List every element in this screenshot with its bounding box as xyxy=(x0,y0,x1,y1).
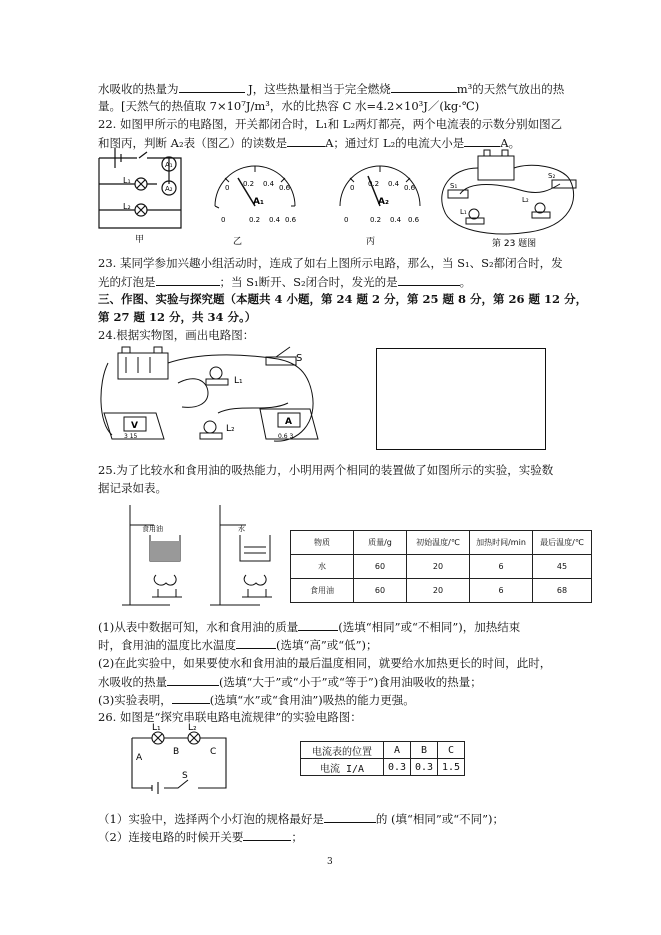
dial-label: A₂ xyxy=(378,197,389,207)
lamp-l2-label: L₂ xyxy=(123,202,131,211)
q23-line2: 光的灯泡是 ；当 S₁断开、S₂闭合时，发光的是 。 xyxy=(98,275,472,289)
section3-heading-cont: 第 27 题 12 分，共 34 分。） xyxy=(98,310,257,324)
tick-label: 0.2 xyxy=(368,180,380,188)
table-cell: 68 xyxy=(533,579,592,603)
tick-label: 0.6 xyxy=(279,184,291,192)
table-cell: 45 xyxy=(533,555,592,579)
ammeter-label: A xyxy=(285,417,292,427)
figure-bing-caption: 丙 xyxy=(366,237,376,247)
q25-part3: (3)实验表明， (选填“水”或“食用油”)吸热的能力更强。 xyxy=(98,693,415,707)
answer-blank[interactable] xyxy=(324,810,376,823)
ammeter-a2-label: A₂ xyxy=(165,185,173,193)
q26-prompt: 26. 如图是“探究串联电路电流规律”的实验电路图： xyxy=(98,710,362,724)
q25-line1: 25.为了比较水和食用油的吸热能力，小明用两个相同的装置做了如图所示的实验，实验数 xyxy=(98,463,554,477)
table-cell: A xyxy=(384,742,411,759)
table-row xyxy=(291,579,592,603)
point-c-label: C xyxy=(210,747,217,757)
answer-blank[interactable] xyxy=(243,828,291,841)
figure-26-circuit xyxy=(126,723,236,798)
tick-label: 0.6 xyxy=(404,184,416,192)
voltmeter-label: V xyxy=(131,421,138,431)
figure-23-circuit xyxy=(430,150,590,250)
table-row xyxy=(301,742,465,759)
table-cell: 食用油 xyxy=(291,579,354,603)
q21-line1: 水吸收的热量为 J，这些热量相当于完全燃烧 m³的天然气放出的热 xyxy=(98,82,565,96)
figure-24-circuit xyxy=(98,343,328,453)
tick-label: 0 xyxy=(221,216,226,224)
table-cell: 6 xyxy=(470,555,533,579)
tick-label: 0.4 xyxy=(269,216,281,224)
section3-heading: 三、作图、实验与探究题（本题共 4 小题，第 24 题 2 分，第 25 题 8 分，第 26 题 12 分， xyxy=(98,292,588,306)
tick-label: 0.4 xyxy=(390,216,402,224)
switch-s1-label: S₁ xyxy=(450,182,458,190)
table-cell: B xyxy=(411,742,438,759)
tick-label: 0 xyxy=(225,184,230,192)
lamp-l1-label: L₁ xyxy=(234,376,243,386)
q26-part2: （2）连接电路的时候开关要 ； xyxy=(98,830,303,844)
tick-label: 0.6 xyxy=(408,216,420,224)
table-cell: 1.5 xyxy=(438,759,465,776)
figure-yi-caption: 乙 xyxy=(233,237,243,247)
point-b-label: B xyxy=(173,747,180,757)
q22-line1: 22. 如图甲所示的电路图，开关都闭合时，L₁和 L₂两灯都亮，两个电流表的示数分别如图乙 xyxy=(98,117,563,131)
lamp-l2-label: L₂ xyxy=(522,196,529,204)
voltmeter-terminals: 3 15 xyxy=(124,433,138,440)
lamp-l2-label: L₂ xyxy=(188,723,197,733)
ammeter-a1-label: A₁ xyxy=(165,161,173,169)
oil-beaker-label: 食用油 xyxy=(142,525,163,533)
table-cell: 电流 I/A xyxy=(301,759,384,776)
q25-line2: 据记录如表。 xyxy=(98,481,167,495)
table-header-cell: 物质 xyxy=(291,531,354,555)
tick-label: 0.2 xyxy=(243,180,255,188)
figure-22-circuit xyxy=(95,150,185,245)
answer-blank[interactable] xyxy=(156,273,220,286)
page-number: 3 xyxy=(327,857,333,867)
answer-blank[interactable] xyxy=(298,618,338,631)
answer-blank[interactable] xyxy=(167,673,219,686)
tick-label: 0.2 xyxy=(249,216,261,224)
switch-s2-label: S₂ xyxy=(548,172,556,180)
table-cell: 0.3 xyxy=(384,759,411,776)
data-table-26 xyxy=(300,741,465,776)
table-cell: 水 xyxy=(291,555,354,579)
lamp-l2-label: L₂ xyxy=(226,424,235,434)
q23-line1: 23. 某同学参加兴趣小组活动时，连成了如右上图所示电路，那么，当 S₁、S₂都闭合时，发 xyxy=(98,256,563,270)
table-header-cell: 初始温度/℃ xyxy=(407,531,470,555)
table-header-cell: 最后温度/℃ xyxy=(533,531,592,555)
q25-part2-cont: 水吸收的热量 (选填“大于”或“小于”或“等于”)食用油吸收的热量； xyxy=(98,675,482,689)
tick-label: 0.2 xyxy=(370,216,382,224)
table-header-cell: 加热时间/min xyxy=(470,531,533,555)
table-cell: 0.3 xyxy=(411,759,438,776)
table-cell: 20 xyxy=(407,555,470,579)
figure-jia-caption: 甲 xyxy=(135,235,145,245)
switch-s-label: S xyxy=(296,353,303,364)
ammeter-dial-yi xyxy=(205,166,305,246)
tick-label: 0 xyxy=(350,184,355,192)
data-table-25 xyxy=(290,530,592,603)
ammeter-dial-bing xyxy=(330,166,430,246)
tick-label: 0.4 xyxy=(263,180,275,188)
q21-line2: 量。[天然气的热值取 7×10⁷J/m³，水的比热容 C 水=4.2×10³J／(kg·℃) xyxy=(98,99,480,113)
table-cell: 60 xyxy=(354,555,407,579)
table-header-cell: 质量/g xyxy=(354,531,407,555)
water-beaker-label: 水 xyxy=(238,525,245,533)
q24-prompt: 24.根据实物图，画出电路图： xyxy=(98,328,255,342)
q22-line2: 和图丙，判断 A₂表（图乙）的读数是 A；通过灯 L₂的电流大小是 A。 xyxy=(98,136,521,150)
table-header-row xyxy=(291,531,592,555)
answer-blank[interactable] xyxy=(236,636,276,649)
figure-25-apparatus xyxy=(110,505,280,615)
q26-part1: （1）实验中，选择两个小灯泡的规格最好是 的 (填“相同”或“不同”)； xyxy=(98,812,504,826)
figure-23-caption: 第 23 题图 xyxy=(492,239,537,249)
lamp-l1-label: L₁ xyxy=(460,208,467,216)
table-cell: 电流表的位置 xyxy=(301,742,384,759)
answer-blank[interactable] xyxy=(179,80,245,93)
tick-label: 0 xyxy=(344,216,349,224)
drawing-answer-box[interactable] xyxy=(376,348,546,450)
lamp-l1-label: L₁ xyxy=(123,176,131,185)
answer-blank[interactable] xyxy=(464,134,500,147)
q25-part1-cont: 时，食用油的温度比水温度 (选填“高”或“低”)； xyxy=(98,638,378,652)
dial-label: A₁ xyxy=(253,197,264,207)
table-row xyxy=(291,555,592,579)
tick-label: 0.4 xyxy=(388,180,400,188)
answer-blank[interactable] xyxy=(287,134,325,147)
table-row xyxy=(301,759,465,776)
table-cell: 20 xyxy=(407,579,470,603)
table-cell: 60 xyxy=(354,579,407,603)
answer-blank[interactable] xyxy=(398,273,460,286)
ammeter-terminals: 0.6 3 xyxy=(278,433,294,440)
q25-part1: (1)从表中数据可知，水和食用油的质量 (选填“相同”或“不相同”)，加热结束 xyxy=(98,620,521,634)
switch-s-label: S xyxy=(182,771,188,781)
table-cell: 6 xyxy=(470,579,533,603)
answer-blank[interactable] xyxy=(391,80,457,93)
q25-part2: (2)在此实验中，如果要使水和食用油的最后温度相同，就要给水加热更长的时间，此时， xyxy=(98,656,552,670)
lamp-l1-label: L₁ xyxy=(152,723,161,733)
answer-blank[interactable] xyxy=(172,691,210,704)
table-cell: C xyxy=(438,742,465,759)
tick-label: 0.6 xyxy=(285,216,297,224)
point-a-label: A xyxy=(136,753,143,763)
